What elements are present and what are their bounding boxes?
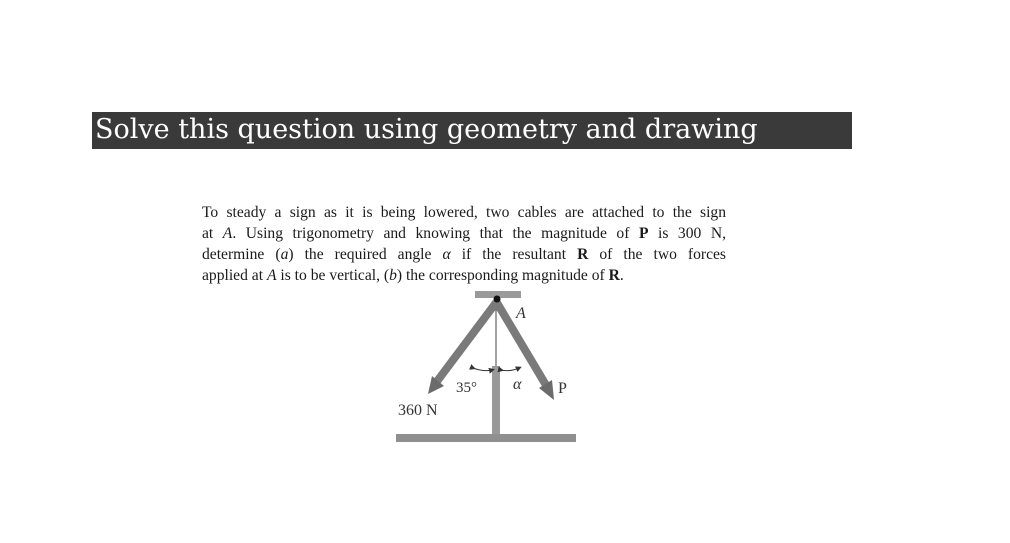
force-diagram-svg: [380, 288, 590, 448]
label-p: P: [558, 380, 567, 397]
banner-title: Solve this question using geometry and drawing: [95, 114, 758, 145]
problem-line-3: determine (a) the required angle α if the resultant R of the two forces: [202, 246, 727, 263]
point-a: [494, 296, 501, 303]
problem-line-2: at A. Using trigonometry and knowing that the magnitude of P is 300 N,: [202, 225, 726, 242]
label-a: A: [516, 305, 526, 322]
angle-left-arc: [473, 368, 492, 371]
sign-post: [492, 366, 500, 436]
angle-right-arc: [501, 368, 519, 371]
problem-line-1: To steady a sign as it is being lowered, two cables are attached to the sign: [202, 204, 726, 221]
ground-base: [396, 434, 576, 442]
force-diagram: [380, 288, 590, 448]
label-alpha: α: [513, 376, 522, 393]
problem-statement: [202, 202, 726, 286]
title-banner: [92, 112, 852, 149]
label-angle-35: 35°: [456, 380, 477, 396]
label-360n: 360 N: [398, 402, 438, 419]
problem-line-4: applied at A is to be vertical, (b) the corresponding magnitude of R.: [202, 267, 624, 284]
left-cable: [433, 300, 500, 384]
